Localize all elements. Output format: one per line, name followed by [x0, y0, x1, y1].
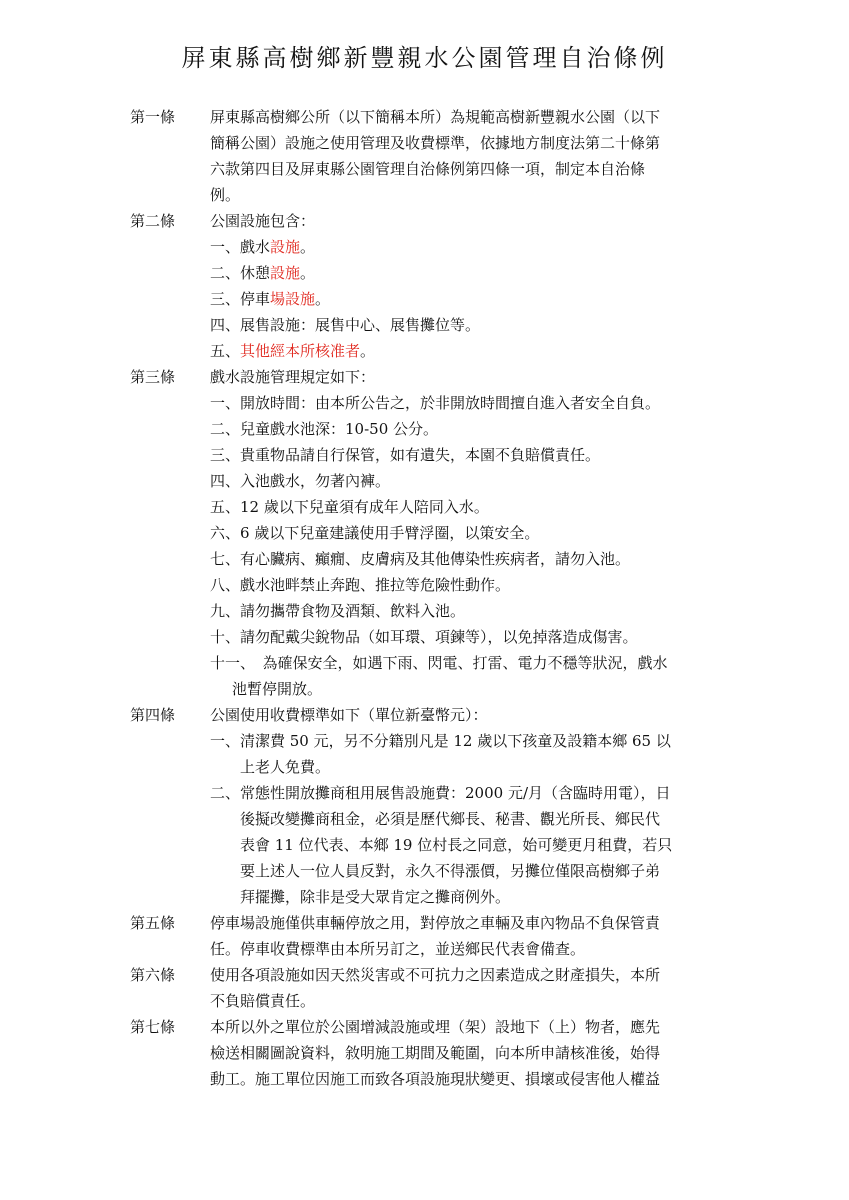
- article-number: 第一條: [130, 108, 176, 126]
- article-number: 第二條: [130, 212, 176, 230]
- article-number: 第七條: [130, 1018, 176, 1036]
- list-item: 九、請勿攜帶食物及酒類、飲料入池。: [210, 602, 466, 620]
- article-body: [210, 1014, 730, 1092]
- article-intro: 戲水設施管理規定如下：: [210, 368, 376, 386]
- list-item: 二、兒童戲水池深：10-50 公分。: [210, 420, 439, 438]
- text-line: 動工。施工單位因施工而致各項設施現狀變更、損壞或侵害他人權益: [210, 1070, 661, 1088]
- document-title: 屏東縣高樹鄉新豐親水公園管理自治條例: [181, 44, 668, 72]
- list-item: 八、戲水池畔禁止奔跑、推拉等危險性動作。: [210, 576, 511, 594]
- text-line: 使用各項設施如因天然災害或不可抗力之因素造成之財產損失，本所: [210, 966, 661, 984]
- list-item: 二、休憩設施。: [210, 264, 316, 282]
- list-item: 五、12 歲以下兒童須有成年人陪同入水。: [210, 498, 489, 516]
- text-line: 六款第四目及屏東縣公園管理自治條例第四條一項，制定本自治條: [210, 160, 646, 178]
- list-item-continuation: 上老人免費。: [240, 758, 331, 776]
- article-body: [210, 702, 730, 910]
- list-item-continuation: 池暫停開放。: [232, 680, 323, 698]
- list-item-continuation: 要上述人一位人員反對，永久不得漲價，另攤位僅限高樹鄉子弟: [240, 862, 661, 880]
- list-item: 三、貴重物品請自行保管，如有遺失，本園不負賠償責任。: [210, 446, 601, 464]
- list-item: 七、有心臟病、癲癇、皮膚病及其他傳染性疾病者，請勿入池。: [210, 550, 631, 568]
- text-line: 例。: [210, 186, 241, 204]
- text-line: 檢送相關圖說資料，敘明施工期間及範圍，向本所申請核准後，始得: [210, 1044, 661, 1062]
- list-item: 四、入池戲水，勿著內褲。: [210, 472, 391, 490]
- article-body: [210, 962, 730, 1014]
- list-item-continuation: 後擬改變攤商租金，必須是歷代鄉長、秘書、觀光所長、鄉民代: [240, 810, 661, 828]
- article-intro: 公園設施包含：: [210, 212, 316, 230]
- list-item: 十、請勿配戴尖銳物品（如耳環、項鍊等），以免掉落造成傷害。: [210, 628, 638, 646]
- text-line: 屏東縣高樹鄉公所（以下簡稱本所）為規範高樹新豐親水公園（以下: [210, 108, 661, 126]
- list-item: 四、展售設施：展售中心、展售攤位等。: [210, 316, 481, 334]
- text-line: 不負賠償責任。: [210, 992, 316, 1010]
- list-item: 一、開放時間：由本所公告之，於非開放時間擅自進入者安全自負。: [210, 394, 661, 412]
- article-number: 第四條: [130, 706, 176, 724]
- article-body: [210, 208, 730, 364]
- list-item: 三、停車場設施。: [210, 290, 331, 308]
- list-item: 五、其他經本所核准者。: [210, 342, 376, 360]
- list-item: 二、常態性開放攤商租用展售設施費：2000 元/月（含臨時用電），日: [210, 784, 671, 802]
- list-item-continuation: 表會 11 位代表、本鄉 19 位村長之同意，始可變更月租費，若只: [240, 836, 673, 854]
- article-number: 第三條: [130, 368, 176, 386]
- text-line: 任。停車收費標準由本所另訂之，並送鄉民代表會備查。: [210, 940, 586, 958]
- list-item: 一、戲水設施。: [210, 238, 316, 256]
- article-body: [210, 104, 730, 208]
- list-item: 一、清潔費 50 元，另不分籍別凡是 12 歲以下孩童及設籍本鄉 65 以: [210, 732, 671, 750]
- text-line: 停車場設施僅供車輛停放之用，對停放之車輛及車內物品不負保管責: [210, 914, 661, 932]
- article-body: [210, 364, 730, 702]
- article-body: [210, 910, 730, 962]
- list-item: 十一、 為確保安全，如遇下雨、閃電、打雷、電力不穩等狀況，戲水: [210, 654, 668, 672]
- list-item: 六、6 歲以下兒童建議使用手臂浮圈，以策安全。: [210, 524, 540, 542]
- article-number: 第五條: [130, 914, 176, 932]
- text-line: 本所以外之單位於公園增減設施或埋（架）設地下（上）物者，應先: [210, 1018, 661, 1036]
- list-item-continuation: 拜擺攤，除非是受大眾肯定之攤商例外。: [240, 888, 511, 906]
- text-line: 簡稱公園）設施之使用管理及收費標準，依據地方制度法第二十條第: [210, 134, 661, 152]
- article-intro: 公園使用收費標準如下（單位新臺幣元）：: [210, 706, 488, 724]
- article-number: 第六條: [130, 966, 176, 984]
